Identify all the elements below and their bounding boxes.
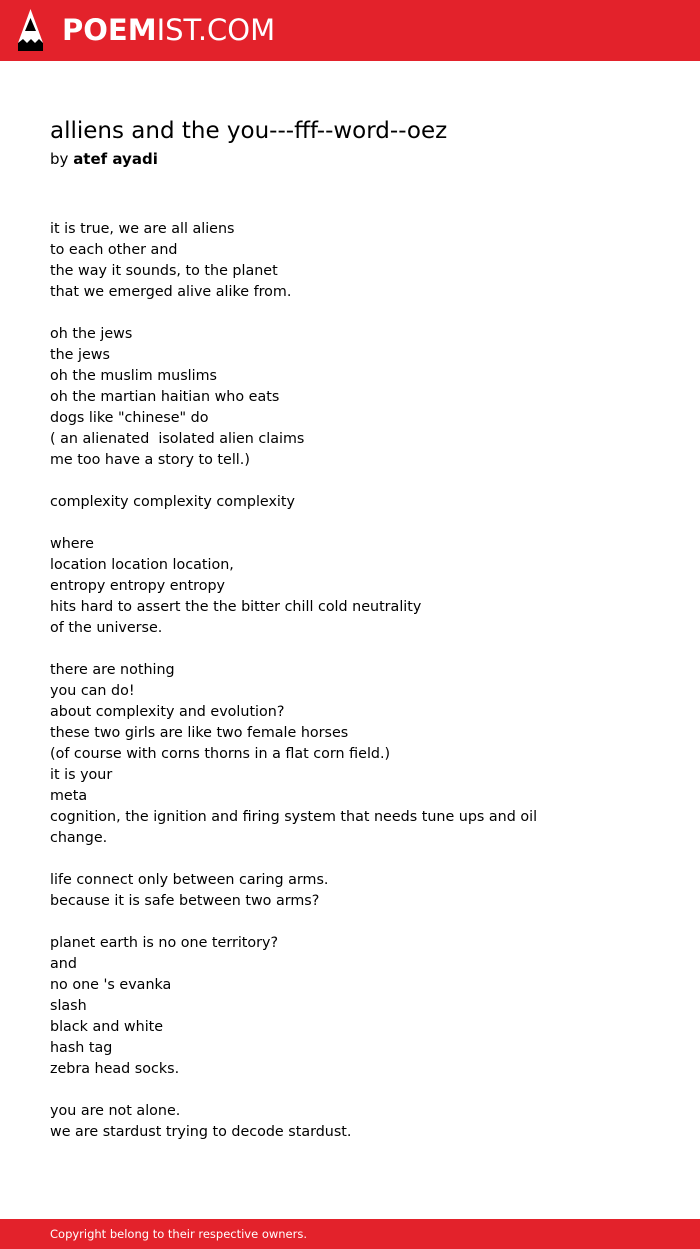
by-label: by bbox=[50, 150, 69, 168]
logo-light-text: IST.COM bbox=[156, 13, 276, 47]
poem-byline bbox=[50, 149, 158, 169]
poem-author: atef ayadi bbox=[73, 150, 158, 168]
pencil-icon[interactable] bbox=[17, 9, 44, 51]
logo-bold-text: POEM bbox=[62, 13, 157, 47]
site-footer bbox=[0, 1219, 700, 1249]
site-header bbox=[0, 0, 700, 61]
poem-body: it is true, we are all aliens to each other and the way it sounds, to the planet that we emerged alive alike from. oh the jews the jews oh the muslim muslims oh the martian haitian who eats dogs like "chinese" do ( an alienated isolated alien claims me too have a story to tell.) complexity complexity complexity where location location location, entropy entropy entropy hits hard to assert the the bitter chill cold neutrality of the universe. there are nothing you can do! about complexity and evolution? these two girls are like two female horses (of course with corns thorns in a flat corn field.) it is your meta cognition, the ignition and firing system that needs tune ups and oil change. life connect only between caring arms. because it is safe between two arms? planet earth is no one territory? and no one 's evanka slash black and white hash tag zebra head socks. you are not alone. we are stardust trying to decode stardust. bbox=[50, 221, 538, 1140]
site-logo[interactable] bbox=[62, 13, 275, 47]
copyright-text: Copyright belong to their respective owners. bbox=[50, 1227, 308, 1241]
poem-title: alliens and the you---fff--word--oez bbox=[50, 118, 448, 144]
